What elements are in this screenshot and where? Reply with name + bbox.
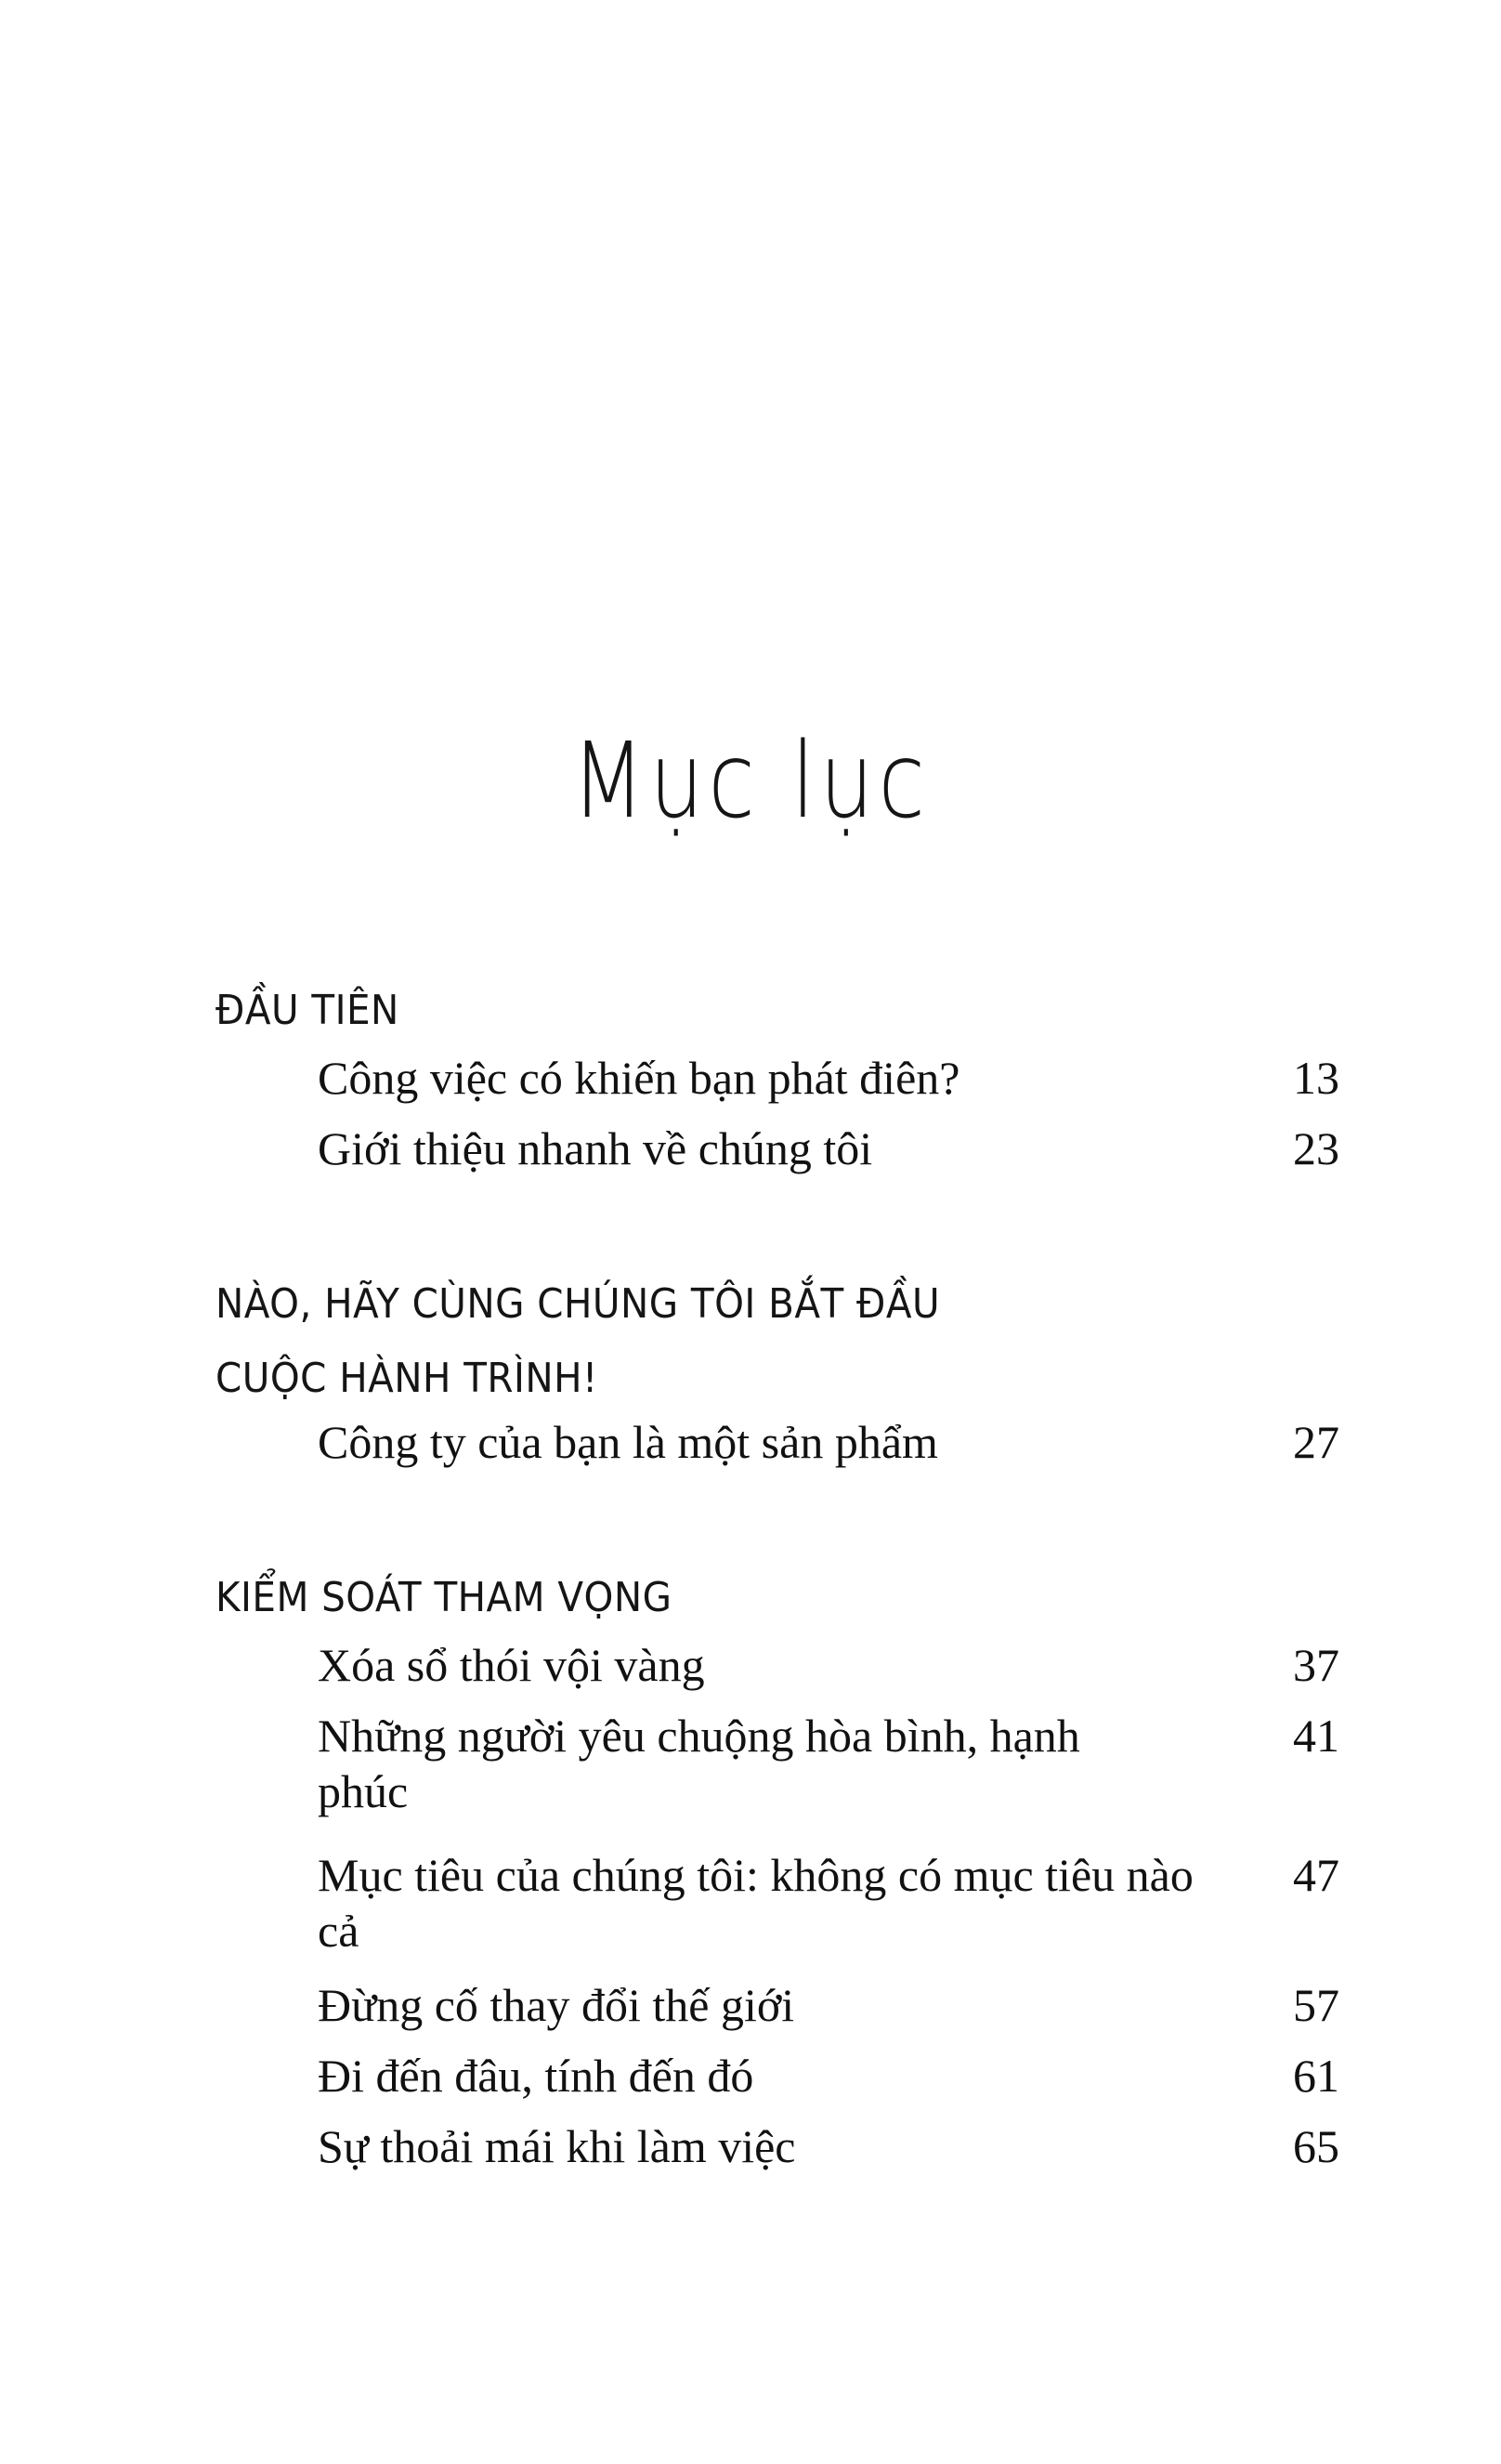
toc-entry-title: Sự thoải mái khi làm việc (318, 2120, 796, 2172)
section-heading-nao-hay-cung: NÀO, HÃY CÙNG CHÚNG TÔI BẮT ĐẦU (215, 1280, 941, 1328)
toc-entry[interactable] (318, 1708, 1339, 1819)
page-title: Mục lục (571, 721, 930, 842)
toc-entry[interactable] (318, 1121, 1339, 1176)
toc-entry-page: 65 (1293, 2120, 1339, 2172)
toc-entry-title: Giới thiệu nhanh về chúng tôi (318, 1122, 873, 1174)
section-heading-dau-tien: ĐẦU TIÊN (215, 987, 399, 1034)
toc-entry-title: Những người yêu chuộng hòa bình, hạnh phúc (318, 1710, 1080, 1817)
toc-entry-page: 13 (1293, 1052, 1339, 1104)
toc-entry[interactable] (318, 2048, 1339, 2104)
toc-entry[interactable] (318, 1847, 1339, 1959)
toc-entry[interactable] (318, 1977, 1339, 2033)
toc-entry-page: 47 (1293, 1849, 1339, 1901)
toc-entry-page: 57 (1293, 1979, 1339, 2031)
toc-entry-page: 23 (1293, 1122, 1339, 1174)
toc-entry[interactable] (318, 1414, 1339, 1470)
toc-entry-page: 61 (1293, 2050, 1339, 2102)
toc-entry-title: Đi đến đâu, tính đến đó (318, 2050, 754, 2102)
toc-entry-title: Mục tiêu của chúng tôi: không có mục tiêu nào cả (318, 1849, 1194, 1957)
toc-entry[interactable] (318, 1050, 1339, 1106)
toc-entry-page: 27 (1293, 1416, 1339, 1468)
section-heading-kiem-soat-tham-vong: KIỂM SOÁT THAM VỌNG (215, 1574, 672, 1621)
section-heading-nao-hay-cung-line2: CUỘC HÀNH TRÌNH! (215, 1355, 598, 1402)
toc-entry-title: Đừng cố thay đổi thế giới (318, 1979, 795, 2031)
toc-entry-title: Công ty của bạn là một sản phẩm (318, 1416, 938, 1468)
toc-entry-title: Công việc có khiến bạn phát điên? (318, 1052, 960, 1104)
toc-entry-page: 41 (1293, 1710, 1339, 1762)
toc-entry-title: Xóa sổ thói vội vàng (318, 1639, 705, 1691)
toc-entry[interactable] (318, 2118, 1339, 2174)
toc-entry-page: 37 (1293, 1639, 1339, 1691)
toc-entry[interactable] (318, 1637, 1339, 1693)
